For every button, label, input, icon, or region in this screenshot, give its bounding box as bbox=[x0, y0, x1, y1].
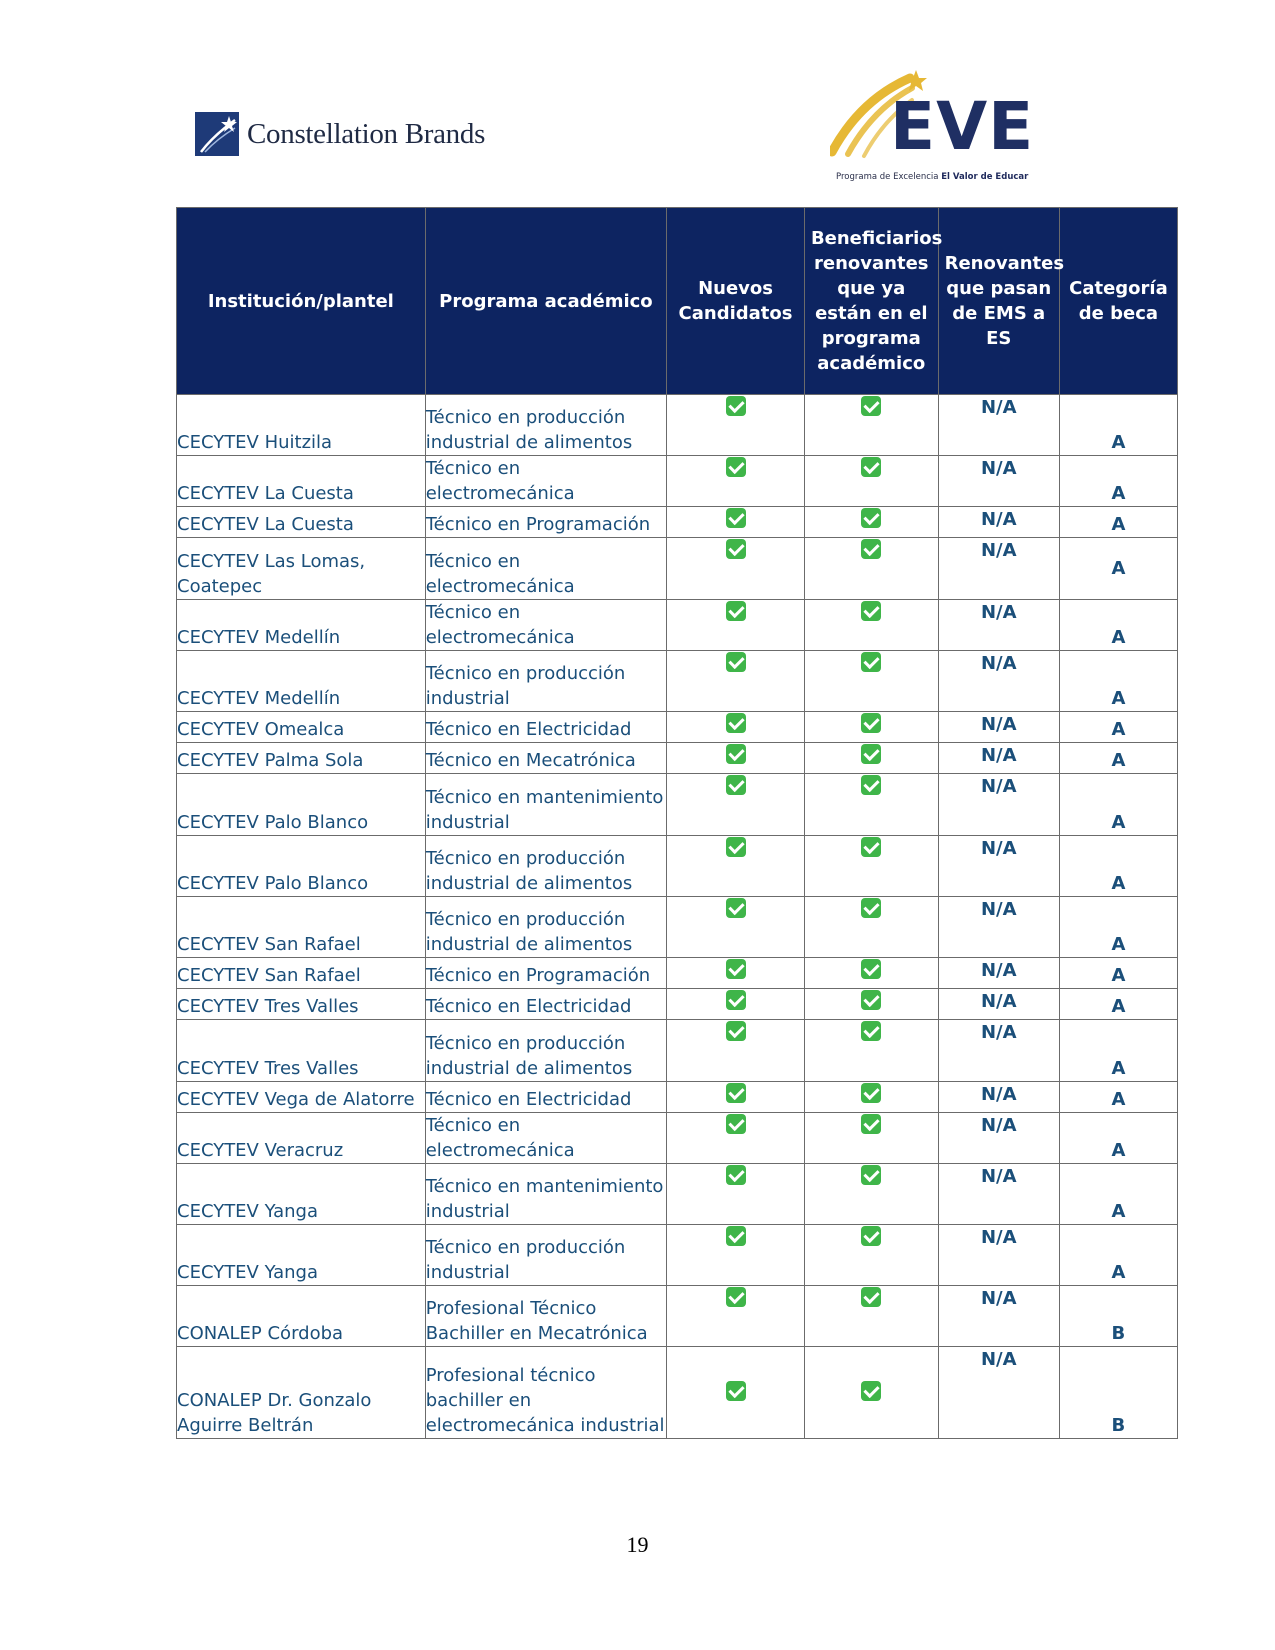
green-checkmark-icon bbox=[726, 898, 746, 918]
renewals-ems-es-cell: N/A bbox=[938, 395, 1059, 456]
program-cell: Profesional técnico bachiller en electromecánica industrial bbox=[425, 1347, 666, 1439]
new-candidates-cell bbox=[667, 507, 805, 538]
category-cell: A bbox=[1059, 836, 1177, 897]
column-header-institution: Institución/plantel bbox=[177, 208, 426, 395]
program-cell: Técnico en Electricidad bbox=[425, 1082, 666, 1113]
category-cell: A bbox=[1059, 395, 1177, 456]
program-cell: Técnico en producción industrial de alimentos bbox=[425, 1020, 666, 1082]
renewing-beneficiaries-cell bbox=[804, 538, 938, 600]
category-cell: A bbox=[1059, 743, 1177, 774]
new-candidates-cell bbox=[667, 1164, 805, 1225]
renewing-beneficiaries-cell bbox=[804, 1164, 938, 1225]
green-checkmark-icon bbox=[861, 837, 881, 857]
program-cell: Técnico en electromecánica bbox=[425, 600, 666, 651]
new-candidates-cell bbox=[667, 897, 805, 958]
renewals-ems-es-cell: N/A bbox=[938, 743, 1059, 774]
table-row bbox=[177, 958, 1178, 989]
new-candidates-cell bbox=[667, 958, 805, 989]
scholarship-table bbox=[176, 207, 1178, 1439]
table-row bbox=[177, 1164, 1178, 1225]
renewing-beneficiaries-cell bbox=[804, 712, 938, 743]
institution-cell: CECYTEV Palo Blanco bbox=[177, 774, 426, 836]
new-candidates-cell bbox=[667, 836, 805, 897]
program-cell: Técnico en electromecánica bbox=[425, 456, 666, 507]
table-row bbox=[177, 1113, 1178, 1164]
new-candidates-cell bbox=[667, 456, 805, 507]
program-cell: Técnico en Programación bbox=[425, 507, 666, 538]
table-row bbox=[177, 1347, 1178, 1439]
institution-cell: CECYTEV Tres Valles bbox=[177, 1020, 426, 1082]
program-cell: Técnico en producción industrial de alimentos bbox=[425, 395, 666, 456]
renewing-beneficiaries-cell bbox=[804, 1225, 938, 1286]
green-checkmark-icon bbox=[861, 898, 881, 918]
green-checkmark-icon bbox=[861, 775, 881, 795]
category-cell: A bbox=[1059, 1082, 1177, 1113]
category-cell: A bbox=[1059, 897, 1177, 958]
green-checkmark-icon bbox=[726, 1021, 746, 1041]
table-row bbox=[177, 600, 1178, 651]
new-candidates-cell bbox=[667, 1225, 805, 1286]
green-checkmark-icon bbox=[726, 539, 746, 559]
column-header-scholarship-category: Categoría de beca bbox=[1059, 208, 1177, 395]
green-checkmark-icon bbox=[861, 1287, 881, 1307]
program-cell: Técnico en electromecánica bbox=[425, 538, 666, 600]
renewals-ems-es-cell: N/A bbox=[938, 774, 1059, 836]
category-cell: A bbox=[1059, 774, 1177, 836]
renewals-ems-es-cell: N/A bbox=[938, 456, 1059, 507]
program-cell: Técnico en Programación bbox=[425, 958, 666, 989]
table-row bbox=[177, 1286, 1178, 1347]
institution-cell: CECYTEV Veracruz bbox=[177, 1113, 426, 1164]
new-candidates-cell bbox=[667, 395, 805, 456]
table-row bbox=[177, 774, 1178, 836]
table-row bbox=[177, 989, 1178, 1020]
green-checkmark-icon bbox=[726, 744, 746, 764]
program-cell: Técnico en mantenimiento industrial bbox=[425, 1164, 666, 1225]
renewing-beneficiaries-cell bbox=[804, 1347, 938, 1439]
table-row bbox=[177, 897, 1178, 958]
institution-cell: CECYTEV San Rafael bbox=[177, 958, 426, 989]
institution-cell: CECYTEV La Cuesta bbox=[177, 507, 426, 538]
green-checkmark-icon bbox=[861, 1381, 881, 1401]
renewals-ems-es-cell: N/A bbox=[938, 1082, 1059, 1113]
category-cell: A bbox=[1059, 507, 1177, 538]
green-checkmark-icon bbox=[861, 744, 881, 764]
institution-cell: CONALEP Dr. Gonzalo Aguirre Beltrán bbox=[177, 1347, 426, 1439]
green-checkmark-icon bbox=[861, 1114, 881, 1134]
category-cell: A bbox=[1059, 1113, 1177, 1164]
program-cell: Técnico en Electricidad bbox=[425, 712, 666, 743]
institution-cell: CECYTEV Palo Blanco bbox=[177, 836, 426, 897]
category-cell: A bbox=[1059, 538, 1177, 600]
category-cell: A bbox=[1059, 651, 1177, 712]
table-row bbox=[177, 1082, 1178, 1113]
constellation-star-icon bbox=[195, 112, 239, 156]
green-checkmark-icon bbox=[861, 539, 881, 559]
green-checkmark-icon bbox=[861, 508, 881, 528]
new-candidates-cell bbox=[667, 600, 805, 651]
eve-program-logo bbox=[830, 70, 1035, 190]
program-cell: Técnico en mantenimiento industrial bbox=[425, 774, 666, 836]
table-row bbox=[177, 1225, 1178, 1286]
renewing-beneficiaries-cell bbox=[804, 1082, 938, 1113]
renewing-beneficiaries-cell bbox=[804, 1020, 938, 1082]
green-checkmark-icon bbox=[726, 775, 746, 795]
new-candidates-cell bbox=[667, 1347, 805, 1439]
renewals-ems-es-cell: N/A bbox=[938, 1286, 1059, 1347]
green-checkmark-icon bbox=[726, 1381, 746, 1401]
renewing-beneficiaries-cell bbox=[804, 774, 938, 836]
renewals-ems-es-cell: N/A bbox=[938, 651, 1059, 712]
green-checkmark-icon bbox=[861, 1083, 881, 1103]
program-cell: Técnico en Electricidad bbox=[425, 989, 666, 1020]
table-row bbox=[177, 712, 1178, 743]
renewals-ems-es-cell: N/A bbox=[938, 507, 1059, 538]
renewals-ems-es-cell: N/A bbox=[938, 538, 1059, 600]
column-header-renewals-ems-es: Renovantes que pasan de EMS a ES bbox=[938, 208, 1059, 395]
green-checkmark-icon bbox=[726, 1114, 746, 1134]
green-checkmark-icon bbox=[726, 1226, 746, 1246]
constellation-brands-wordmark: Constellation Brands bbox=[247, 117, 486, 150]
institution-cell: CECYTEV Omealca bbox=[177, 712, 426, 743]
renewals-ems-es-cell: N/A bbox=[938, 600, 1059, 651]
category-cell: A bbox=[1059, 456, 1177, 507]
program-cell: Técnico en Mecatrónica bbox=[425, 743, 666, 774]
renewing-beneficiaries-cell bbox=[804, 1113, 938, 1164]
renewals-ems-es-cell: N/A bbox=[938, 989, 1059, 1020]
renewals-ems-es-cell: N/A bbox=[938, 1020, 1059, 1082]
green-checkmark-icon bbox=[861, 1021, 881, 1041]
green-checkmark-icon bbox=[861, 652, 881, 672]
renewals-ems-es-cell: N/A bbox=[938, 897, 1059, 958]
eve-tagline: Programa de Excelencia El Valor de Educar bbox=[836, 172, 1029, 182]
new-candidates-cell bbox=[667, 743, 805, 774]
green-checkmark-icon bbox=[726, 652, 746, 672]
program-cell: Técnico en producción industrial de alimentos bbox=[425, 897, 666, 958]
new-candidates-cell bbox=[667, 1082, 805, 1113]
program-cell: Técnico en producción industrial de alimentos bbox=[425, 836, 666, 897]
institution-cell: CECYTEV Medellín bbox=[177, 600, 426, 651]
program-cell: Técnico en producción industrial bbox=[425, 651, 666, 712]
table-row bbox=[177, 507, 1178, 538]
category-cell: A bbox=[1059, 1225, 1177, 1286]
green-checkmark-icon bbox=[726, 457, 746, 477]
table-row bbox=[177, 743, 1178, 774]
renewing-beneficiaries-cell bbox=[804, 1286, 938, 1347]
renewing-beneficiaries-cell bbox=[804, 836, 938, 897]
renewing-beneficiaries-cell bbox=[804, 507, 938, 538]
new-candidates-cell bbox=[667, 651, 805, 712]
green-checkmark-icon bbox=[861, 601, 881, 621]
category-cell: B bbox=[1059, 1286, 1177, 1347]
institution-cell: CECYTEV San Rafael bbox=[177, 897, 426, 958]
institution-cell: CECYTEV La Cuesta bbox=[177, 456, 426, 507]
renewals-ems-es-cell: N/A bbox=[938, 1347, 1059, 1439]
renewing-beneficiaries-cell bbox=[804, 600, 938, 651]
green-checkmark-icon bbox=[726, 1287, 746, 1307]
institution-cell: CECYTEV Tres Valles bbox=[177, 989, 426, 1020]
renewals-ems-es-cell: N/A bbox=[938, 958, 1059, 989]
new-candidates-cell bbox=[667, 1286, 805, 1347]
table-row bbox=[177, 456, 1178, 507]
green-checkmark-icon bbox=[726, 837, 746, 857]
category-cell: A bbox=[1059, 712, 1177, 743]
institution-cell: CONALEP Córdoba bbox=[177, 1286, 426, 1347]
institution-cell: CECYTEV Las Lomas, Coatepec bbox=[177, 538, 426, 600]
green-checkmark-icon bbox=[726, 959, 746, 979]
institution-cell: CECYTEV Medellín bbox=[177, 651, 426, 712]
table-row bbox=[177, 395, 1178, 456]
column-header-program: Programa académico bbox=[425, 208, 666, 395]
table-header-row bbox=[177, 208, 1178, 395]
category-cell: A bbox=[1059, 600, 1177, 651]
table-row bbox=[177, 651, 1178, 712]
green-checkmark-icon bbox=[726, 601, 746, 621]
renewing-beneficiaries-cell bbox=[804, 958, 938, 989]
new-candidates-cell bbox=[667, 712, 805, 743]
table-row bbox=[177, 836, 1178, 897]
new-candidates-cell bbox=[667, 538, 805, 600]
program-cell: Técnico en producción industrial bbox=[425, 1225, 666, 1286]
renewing-beneficiaries-cell bbox=[804, 651, 938, 712]
green-checkmark-icon bbox=[861, 396, 881, 416]
table-row bbox=[177, 538, 1178, 600]
category-cell: A bbox=[1059, 989, 1177, 1020]
green-checkmark-icon bbox=[726, 508, 746, 528]
renewals-ems-es-cell: N/A bbox=[938, 1225, 1059, 1286]
green-checkmark-icon bbox=[726, 1165, 746, 1185]
green-checkmark-icon bbox=[726, 1083, 746, 1103]
page-number: 19 bbox=[626, 1532, 649, 1557]
category-cell: B bbox=[1059, 1347, 1177, 1439]
column-header-renewing-beneficiaries: Beneficiarios renovantes que ya están en el programa académico bbox=[804, 208, 938, 395]
category-cell: A bbox=[1059, 1020, 1177, 1082]
green-checkmark-icon bbox=[861, 990, 881, 1010]
renewals-ems-es-cell: N/A bbox=[938, 1164, 1059, 1225]
renewing-beneficiaries-cell bbox=[804, 989, 938, 1020]
renewing-beneficiaries-cell bbox=[804, 897, 938, 958]
constellation-brands-logo bbox=[195, 112, 485, 156]
green-checkmark-icon bbox=[861, 1226, 881, 1246]
category-cell: A bbox=[1059, 1164, 1177, 1225]
renewals-ems-es-cell: N/A bbox=[938, 712, 1059, 743]
institution-cell: CECYTEV Huitzila bbox=[177, 395, 426, 456]
program-cell: Técnico en electromecánica bbox=[425, 1113, 666, 1164]
green-checkmark-icon bbox=[861, 713, 881, 733]
green-checkmark-icon bbox=[861, 457, 881, 477]
institution-cell: CECYTEV Vega de Alatorre bbox=[177, 1082, 426, 1113]
category-cell: A bbox=[1059, 958, 1177, 989]
new-candidates-cell bbox=[667, 989, 805, 1020]
institution-cell: CECYTEV Yanga bbox=[177, 1225, 426, 1286]
green-checkmark-icon bbox=[726, 990, 746, 1010]
column-header-new-candidates: Nuevos Candidatos bbox=[667, 208, 805, 395]
renewals-ems-es-cell: N/A bbox=[938, 1113, 1059, 1164]
program-cell: Profesional Técnico Bachiller en Mecatrónica bbox=[425, 1286, 666, 1347]
new-candidates-cell bbox=[667, 1020, 805, 1082]
renewals-ems-es-cell: N/A bbox=[938, 836, 1059, 897]
green-checkmark-icon bbox=[726, 396, 746, 416]
green-checkmark-icon bbox=[726, 713, 746, 733]
renewing-beneficiaries-cell bbox=[804, 456, 938, 507]
table-row bbox=[177, 1020, 1178, 1082]
institution-cell: CECYTEV Yanga bbox=[177, 1164, 426, 1225]
new-candidates-cell bbox=[667, 1113, 805, 1164]
new-candidates-cell bbox=[667, 774, 805, 836]
green-checkmark-icon bbox=[861, 959, 881, 979]
renewing-beneficiaries-cell bbox=[804, 395, 938, 456]
green-checkmark-icon bbox=[861, 1165, 881, 1185]
institution-cell: CECYTEV Palma Sola bbox=[177, 743, 426, 774]
renewing-beneficiaries-cell bbox=[804, 743, 938, 774]
eve-wordmark: EVE bbox=[890, 88, 1035, 165]
